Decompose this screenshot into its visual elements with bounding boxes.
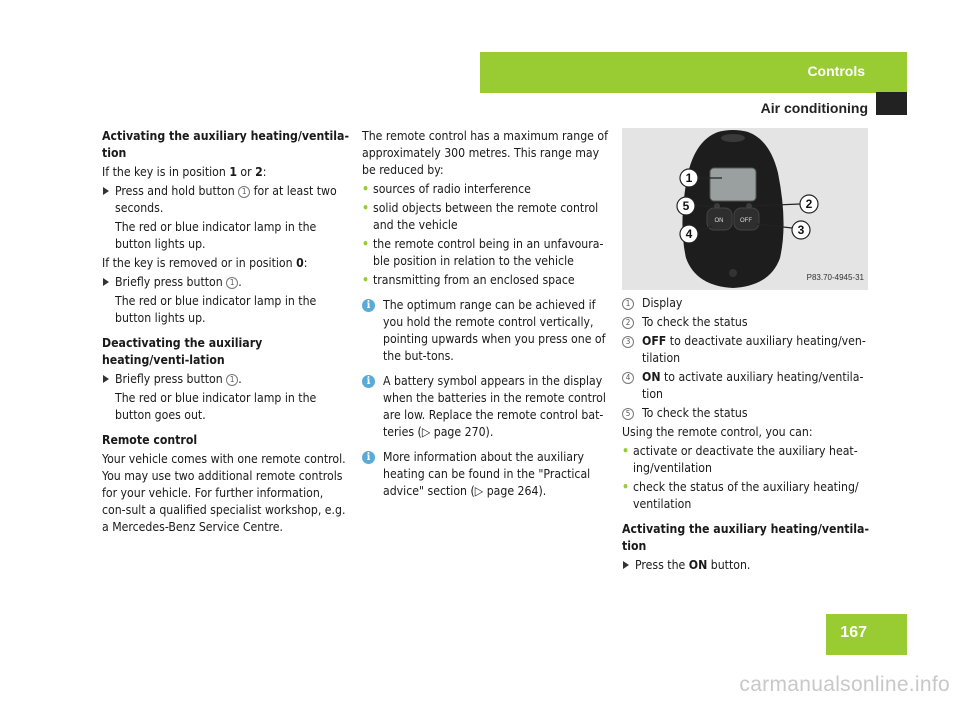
svg-text:5: 5 — [682, 199, 690, 213]
legend-item: 2 To check the status — [622, 314, 870, 331]
on-button-label: ON — [714, 218, 724, 224]
remote-ring — [721, 134, 745, 142]
legend-item: 4 ON to activate auxiliary heating/ventila-tion — [622, 369, 870, 403]
condition-key-removed: If the key is removed or in position 0: — [102, 256, 308, 270]
list-item: • sources of radio interference — [362, 181, 610, 198]
info-icon: i — [362, 299, 375, 312]
step-press-hold: Press and hold button 1 for at least two seconds. — [102, 183, 350, 217]
callout-ref: 1 — [226, 277, 238, 289]
header-marker — [876, 92, 907, 115]
heading-activating: Activating the auxiliary heating/ventila-tion — [622, 522, 870, 553]
remote-control-paragraph: Your vehicle comes with one remote control. You may use two additional remote controls for your vehicle. For further information, con-sult a qualified specialist workshop, e.g. a Mercedes-Benz Service Centre. — [102, 452, 346, 534]
remote-display — [710, 168, 756, 201]
list-item: • transmitting from an enclosed space — [362, 272, 610, 289]
heading-remote-control: Remote control — [102, 433, 198, 447]
result-text: The red or blue indicator lamp in the button lights up. — [115, 220, 317, 251]
step-briefly-press: Briefly press button 1 . — [102, 274, 350, 291]
condition-key-position: If the key is in position 1 or 2: — [102, 165, 267, 179]
info-icon: i — [362, 375, 375, 388]
page-ref-arrow-icon: ▷ — [474, 484, 487, 498]
svg-text:4: 4 — [685, 227, 693, 241]
using-remote-text: Using the remote control, you can: — [622, 425, 813, 439]
remote-control-illustration — [622, 128, 868, 290]
remote-control-figure — [622, 128, 868, 290]
column-left — [102, 128, 350, 538]
svg-text:3: 3 — [797, 223, 805, 237]
info-note: i The optimum range can be achieved if you hold the remote control vertically, pointing upwards when you press one of the but-tons. — [362, 297, 610, 365]
figure-id: P83.70-4945-31 — [806, 273, 864, 282]
heading-activating: Activating the auxiliary heating/ventila-tion — [102, 129, 350, 160]
watermark: carmanualsonline.info — [739, 673, 950, 696]
list-item: • the remote control being in an unfavoura-ble position in relation to the vehicle — [362, 236, 610, 270]
page-number: 167 — [840, 624, 867, 641]
svg-text:1: 1 — [685, 171, 693, 185]
step-press-on: Press the ON button. — [622, 557, 870, 574]
result-text: The red or blue indicator lamp in the button goes out. — [115, 391, 317, 422]
heading-deactivating: Deactivating the auxiliary heating/venti-lation — [102, 336, 263, 367]
step-briefly-press: Briefly press button 1 . — [102, 371, 350, 388]
svg-text:2: 2 — [805, 197, 813, 211]
result-text: The red or blue indicator lamp in the button lights up. — [115, 294, 317, 325]
page-number-box — [826, 614, 907, 655]
section-tab — [480, 52, 907, 93]
legend-item: 3 OFF to deactivate auxiliary heating/ven-tilation — [622, 333, 870, 367]
info-note: i A battery symbol appears in the display when the batteries in the remote control are low. Replace the remote control bat-teries (▷ page 270). — [362, 373, 610, 441]
legend-item: 5 To check the status — [622, 405, 870, 422]
page-ref-arrow-icon: ▷ — [421, 425, 434, 439]
off-button-label: OFF — [740, 218, 752, 224]
column-right — [622, 295, 870, 576]
section-tab-label: Controls — [807, 63, 865, 79]
range-intro: The remote control has a maximum range of approximately 300 metres. This range may be reduced by: — [362, 129, 608, 177]
list-item: • check the status of the auxiliary heating/ ventilation — [622, 479, 870, 513]
info-note: i More information about the auxiliary heating can be found in the "Practical advice" section (▷ page 264). — [362, 449, 610, 500]
remote-body — [682, 130, 783, 288]
list-item: • solid objects between the remote control and the vehicle — [362, 200, 610, 234]
page-title: Air conditioning — [760, 100, 868, 116]
info-icon: i — [362, 451, 375, 464]
column-middle — [362, 128, 610, 502]
callout-ref: 1 — [226, 374, 238, 386]
legend-item: 1 Display — [622, 295, 870, 312]
remote-bottom-dot — [729, 269, 737, 277]
list-item: • activate or deactivate the auxiliary heat-ing/ventilation — [622, 443, 870, 477]
callout-ref: 1 — [238, 186, 250, 198]
